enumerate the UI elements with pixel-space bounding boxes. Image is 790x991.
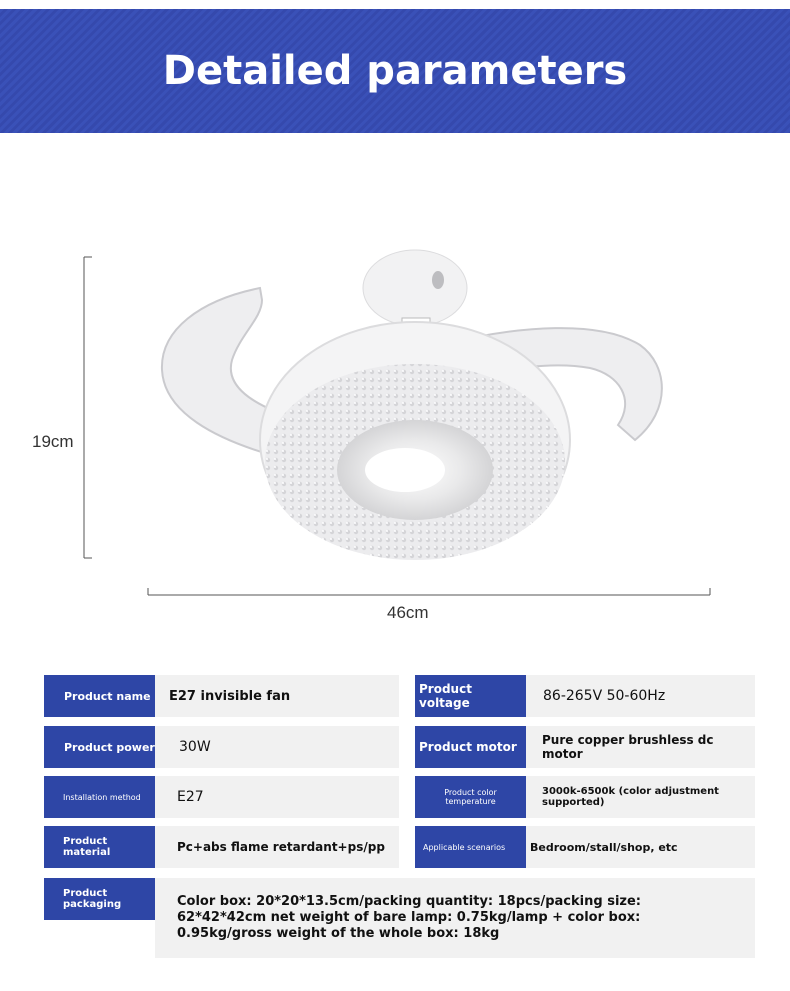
label-product-motor: Product motor <box>415 726 526 768</box>
label-applicable-scenarios: Applicable scenarios <box>415 826 526 868</box>
page-title: Detailed parameters <box>162 48 628 94</box>
label-product-color-temperature: Product color temperature <box>415 776 526 818</box>
ceiling-canopy <box>363 250 467 326</box>
height-dimension-line <box>84 257 92 558</box>
value-product-power: 30W <box>155 726 399 768</box>
value-product-motor: Pure copper brushless dc motor <box>526 726 755 768</box>
value-product-packaging: Color box: 20*20*13.5cm/packing quantity: 18pcs/packing size: 62*42*42cm net weight of bare lamp: 0.75kg/lamp + color box: 0.95kg/gross weight of the whole box: 18kg <box>155 878 755 958</box>
width-dimension-label: 46cm <box>387 603 429 622</box>
label-product-power: Product power <box>44 726 155 768</box>
value-product-color-temperature: 3000k-6500k (color adjustment supported) <box>526 776 755 818</box>
value-product-name: E27 invisible fan <box>155 675 399 717</box>
label-installation-method: Installation method <box>44 776 155 818</box>
label-product-packaging: Product packaging <box>44 878 155 920</box>
height-dimension-label: 19cm <box>32 432 74 451</box>
value-applicable-scenarios: Bedroom/stall/shop, etc <box>526 826 755 868</box>
label-product-name: Product name <box>44 675 155 717</box>
value-product-voltage: 86-265V 50-60Hz <box>526 675 755 717</box>
value-installation-method: E27 <box>155 776 399 818</box>
label-product-voltage: Product voltage <box>415 675 526 717</box>
label-product-material: Product material <box>44 826 155 868</box>
center-light <box>365 448 445 492</box>
width-dimension-line <box>148 588 710 595</box>
value-product-material: Pc+abs flame retardant+ps/pp <box>155 826 399 868</box>
